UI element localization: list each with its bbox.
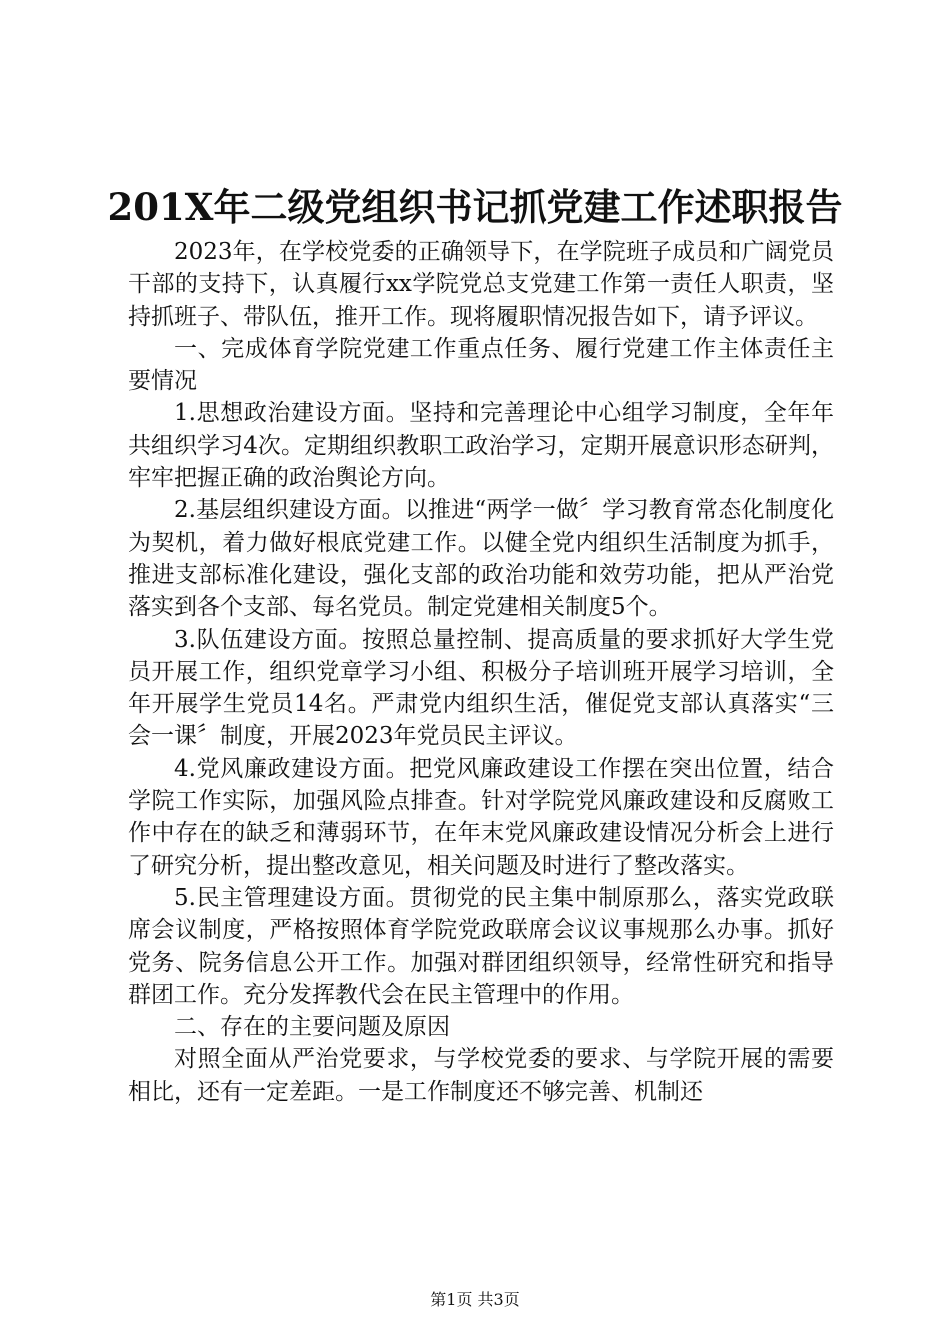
document-title: 201X年二级党组织书记抓党建工作述职报告 — [107, 185, 843, 229]
paragraph-item-2: 2.基层组织建设方面。以推进“两学一做〞学习教育常态化制度化为契机，着力做好根底党建工作。以健全党内组织生活制度为抓手，推进支部标准化建设，强化支部的政治功能和效劳功能，把从严治党落实到各个支部、每名党员。制定党建相关制度5个。 — [128, 497, 834, 621]
section-heading-1: 一、完成体育学院党建工作重点任务、履行党建工作主体责任主要情况 — [128, 335, 834, 395]
document-body — [128, 236, 834, 1108]
paragraph-intro: 2023年，在学校党委的正确领导下，在学院班子成员和广阔党员干部的支持下，认真履行xx学院党总支党建工作第一责任人职责，坚持抓班子、带队伍，推开工作。现将履职情况报告如下，请予评议。 — [128, 239, 834, 330]
section-heading-2: 二、存在的主要问题及原因 — [174, 1014, 450, 1041]
page-number-footer: 第1页 共3页 — [430, 1290, 520, 1309]
paragraph-item-3: 3.队伍建设方面。按照总量控制、提高质量的要求抓好大学生党员开展工作，组织党章学习小组、积极分子培训班开展学习培训，全年开展学生党员14名。严肃党内组织生活，催促党支部认真落实“三会一课〞制度，开展2023年党员民主评议。 — [128, 626, 834, 750]
paragraph-problems: 对照全面从严治党要求，与学校党委的要求、与学院开展的需要相比，还有一定差距。一是工作制度还不够完善、机制还 — [128, 1046, 834, 1105]
paragraph-item-5: 5.民主管理建设方面。贯彻党的民主集中制原那么，落实党政联席会议制度，严格按照体育学院党政联席会议议事规那么办事。抓好党务、院务信息公开工作。加强对群团组织领导，经常性研究和指导群团工作。充分发挥教代会在民主管理中的作用。 — [128, 884, 834, 1008]
paragraph-item-4: 4.党风廉政建设方面。把党风廉政建设工作摆在突出位置，结合学院工作实际，加强风险点排查。针对学院党风廉政建设和反腐败工作中存在的缺乏和薄弱环节，在年末党风廉政建设情况分析会上进行了研究分析，提出整改意见，相关问题及时进行了整改落实。 — [128, 755, 834, 879]
paragraph-item-1: 1.思想政治建设方面。坚持和完善理论中心组学习制度，全年年共组织学习4次。定期组织教职工政治学习，定期开展意识形态研判，牢牢把握正确的政治舆论方向。 — [128, 400, 834, 492]
